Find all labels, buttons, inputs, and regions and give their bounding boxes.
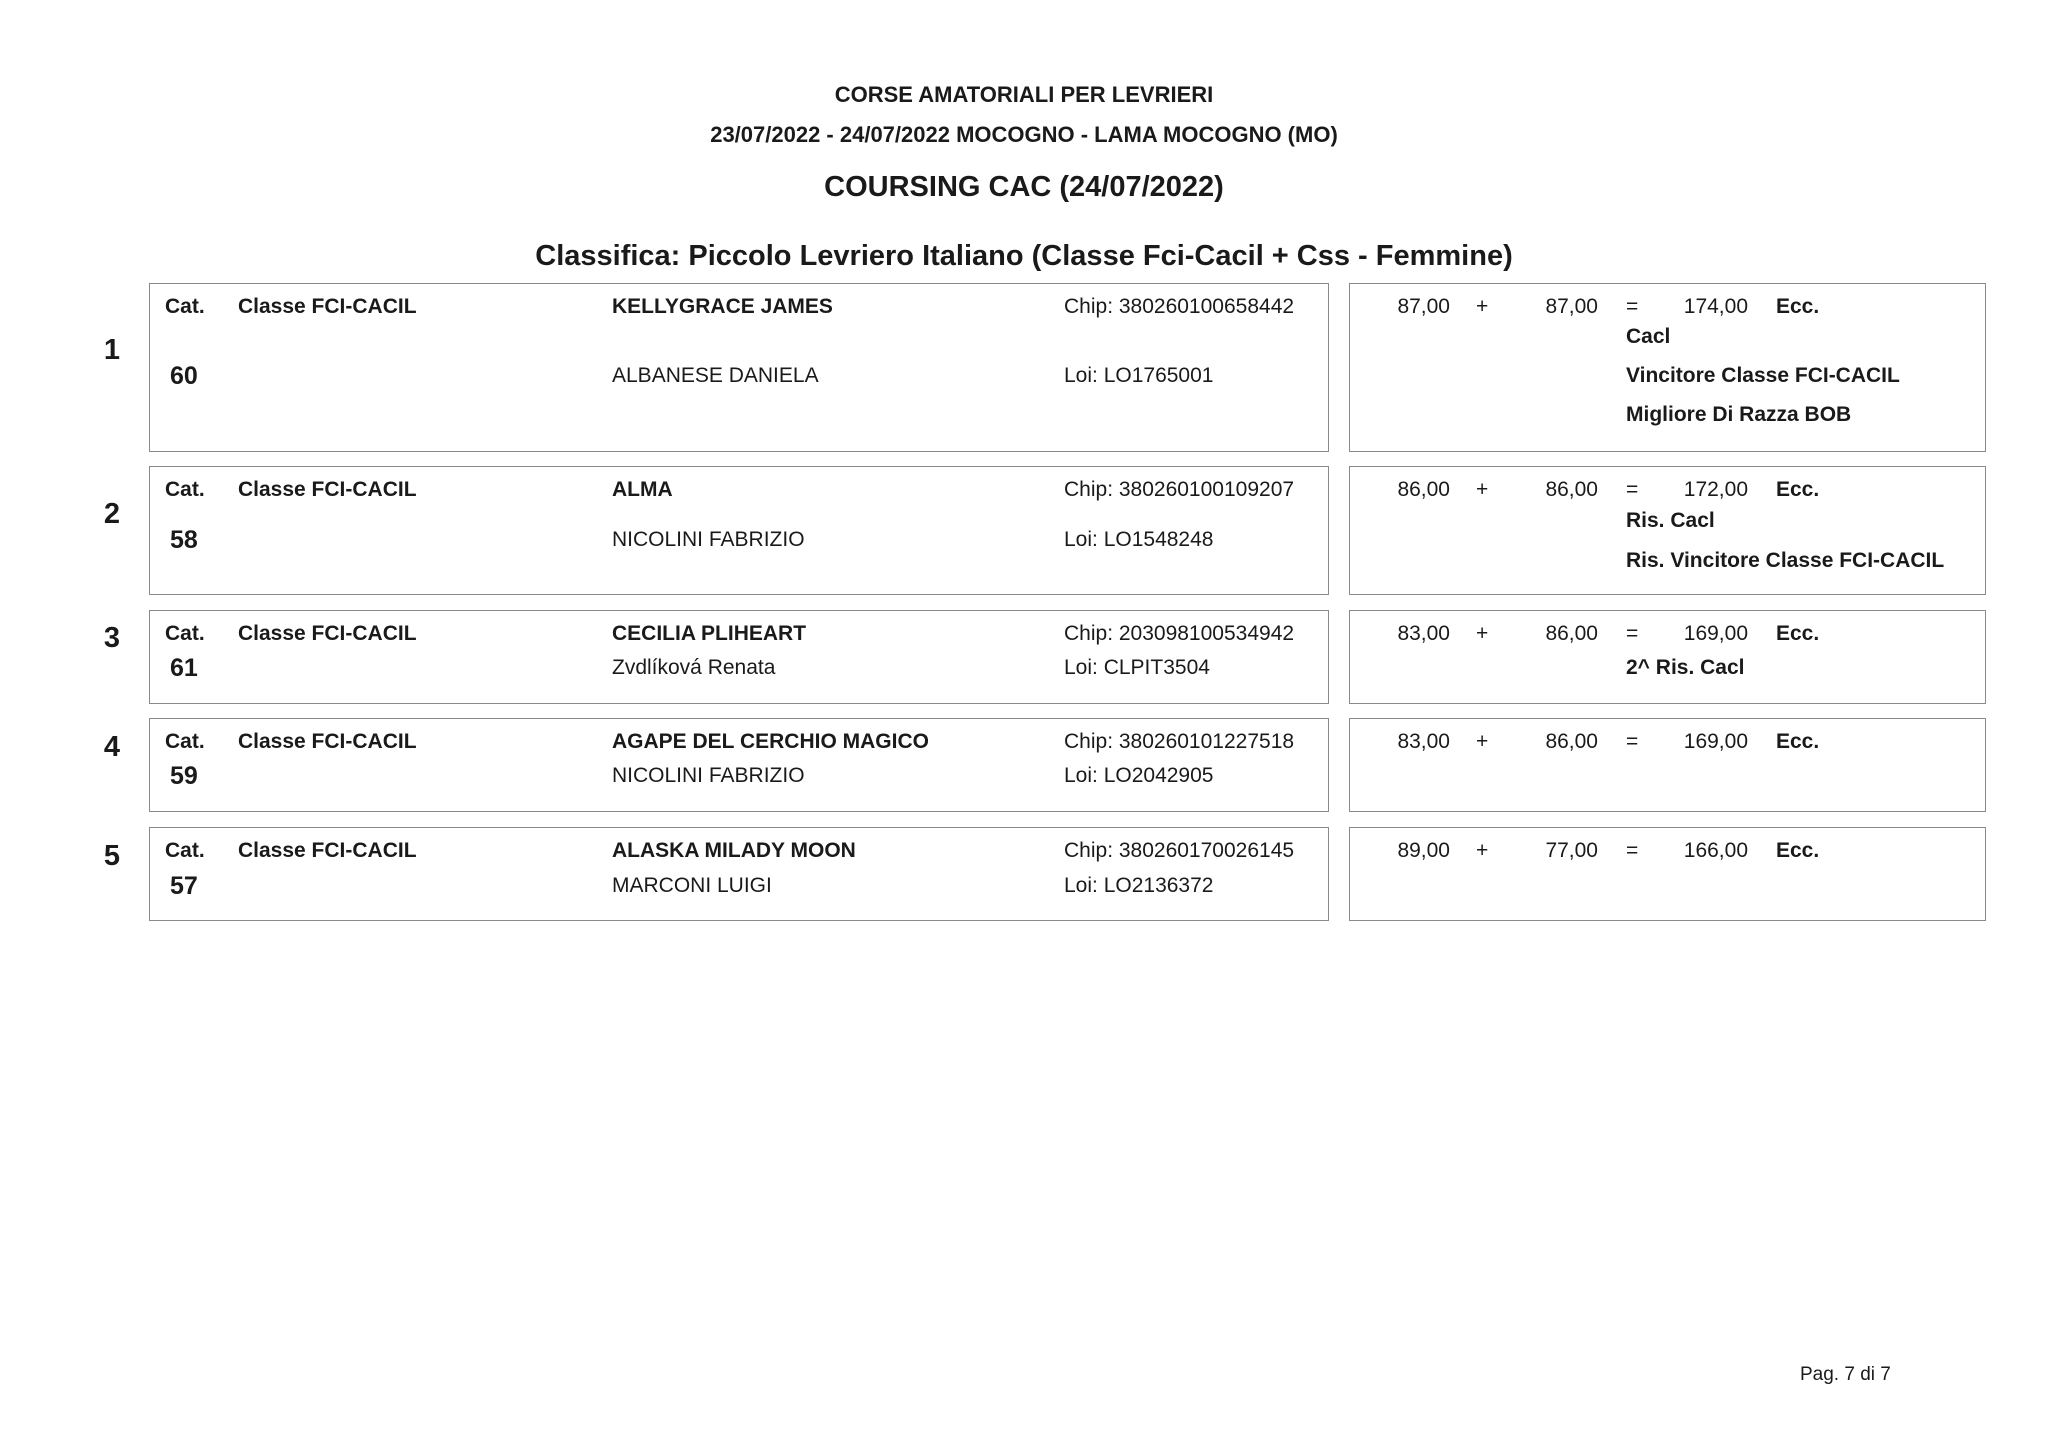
bib-number: 58 — [170, 526, 198, 554]
total-score: 169,00 — [1683, 730, 1748, 753]
owner-name: MARCONI LUIGI — [612, 874, 772, 897]
score-run-2: 87,00 — [1545, 295, 1598, 318]
plus-sign: + — [1476, 839, 1489, 862]
chip-number: Chip: 203098100534942 — [1064, 622, 1295, 645]
page-number: Pag. 7 di 7 — [1800, 1364, 1891, 1385]
award: Cacl — [1626, 325, 1671, 348]
rank-number: 3 — [103, 622, 121, 654]
loi-number: Loi: LO1548248 — [1064, 528, 1214, 551]
total-score: 169,00 — [1683, 622, 1748, 645]
loi-number: Loi: LO1765001 — [1064, 364, 1214, 387]
plus-sign: + — [1476, 730, 1489, 753]
event-title: CORSE AMATORIALI PER LEVRIERI — [834, 82, 1214, 107]
chip-number: Chip: 380260101227518 — [1064, 730, 1295, 753]
dog-name: ALASKA MILADY MOON — [612, 839, 856, 862]
score-run-1: 89,00 — [1397, 839, 1450, 862]
owner-name: Zvdlíková Renata — [612, 656, 776, 679]
chip-number: Chip: 380260170026145 — [1064, 839, 1295, 862]
rank-number: 4 — [103, 731, 121, 763]
class-name: Classe FCI-CACIL — [238, 622, 417, 645]
bib-number: 61 — [170, 654, 198, 682]
award: Ris. Vincitore Classe FCI-CACIL — [1626, 549, 1945, 572]
dog-name: KELLYGRACE JAMES — [612, 295, 833, 318]
owner-name: ALBANESE DANIELA — [612, 364, 819, 387]
dog-name: AGAPE DEL CERCHIO MAGICO — [612, 730, 929, 753]
award: Ris. Cacl — [1626, 509, 1715, 532]
loi-number: Loi: LO2136372 — [1064, 874, 1214, 897]
rank-number: 1 — [103, 334, 121, 366]
grade: Ecc. — [1776, 478, 1820, 501]
dog-name: ALMA — [612, 478, 673, 501]
bib-number: 60 — [170, 362, 198, 390]
class-name: Classe FCI-CACIL — [238, 839, 417, 862]
rank-number: 2 — [103, 498, 121, 530]
competition-title: COURSING CAC (24/07/2022) — [824, 171, 1224, 203]
score-run-1: 86,00 — [1397, 478, 1450, 501]
award: Migliore Di Razza BOB — [1626, 403, 1852, 426]
category-label: Cat. — [165, 295, 205, 318]
award: 2^ Ris. Cacl — [1626, 656, 1745, 679]
class-name: Classe FCI-CACIL — [238, 730, 417, 753]
grade: Ecc. — [1776, 730, 1820, 753]
score-run-2: 86,00 — [1545, 730, 1598, 753]
equals-sign: = — [1626, 839, 1639, 862]
owner-name: NICOLINI FABRIZIO — [612, 528, 805, 551]
equals-sign: = — [1626, 295, 1639, 318]
class-name: Classe FCI-CACIL — [238, 295, 417, 318]
bib-number: 57 — [170, 872, 198, 900]
score-run-1: 83,00 — [1397, 622, 1450, 645]
loi-number: Loi: LO2042905 — [1064, 764, 1214, 787]
total-score: 174,00 — [1683, 295, 1748, 318]
grade: Ecc. — [1776, 622, 1820, 645]
class-name: Classe FCI-CACIL — [238, 478, 417, 501]
score-run-2: 86,00 — [1545, 478, 1598, 501]
category-label: Cat. — [165, 730, 205, 753]
award: Vincitore Classe FCI-CACIL — [1626, 364, 1900, 387]
total-score: 166,00 — [1683, 839, 1748, 862]
chip-number: Chip: 380260100658442 — [1064, 295, 1295, 318]
owner-name: NICOLINI FABRIZIO — [612, 764, 805, 787]
equals-sign: = — [1626, 622, 1639, 645]
dog-name: CECILIA PLIHEART — [612, 622, 807, 645]
score-run-1: 83,00 — [1397, 730, 1450, 753]
grade: Ecc. — [1776, 295, 1820, 318]
plus-sign: + — [1476, 295, 1489, 318]
loi-number: Loi: CLPIT3504 — [1064, 656, 1210, 679]
rank-number: 5 — [103, 840, 121, 872]
category-label: Cat. — [165, 839, 205, 862]
category-label: Cat. — [165, 478, 205, 501]
score-run-1: 87,00 — [1397, 295, 1450, 318]
bib-number: 59 — [170, 762, 198, 790]
score-run-2: 77,00 — [1545, 839, 1598, 862]
ranking-title: Classifica: Piccolo Levriero Italiano (Classe Fci-Cacil + Css - Femmine) — [535, 240, 1513, 272]
plus-sign: + — [1476, 478, 1489, 501]
grade: Ecc. — [1776, 839, 1820, 862]
category-label: Cat. — [165, 622, 205, 645]
plus-sign: + — [1476, 622, 1489, 645]
equals-sign: = — [1626, 730, 1639, 753]
score-run-2: 86,00 — [1545, 622, 1598, 645]
event-dates-location: 23/07/2022 - 24/07/2022 MOCOGNO - LAMA MOCOGNO (MO) — [710, 122, 1338, 147]
chip-number: Chip: 380260100109207 — [1064, 478, 1295, 501]
equals-sign: = — [1626, 478, 1639, 501]
total-score: 172,00 — [1683, 478, 1748, 501]
